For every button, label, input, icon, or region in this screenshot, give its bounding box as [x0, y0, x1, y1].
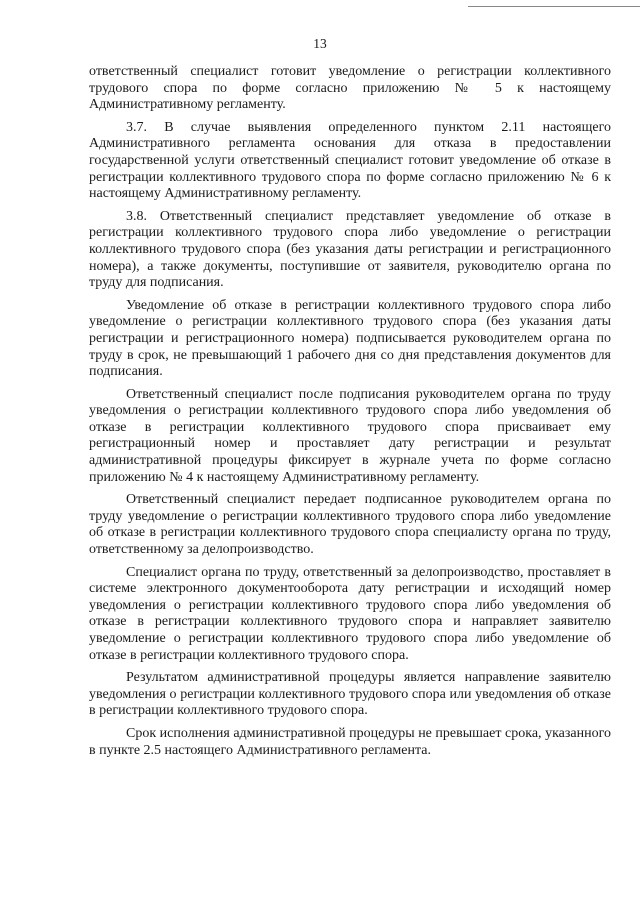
- paragraph-transfer: Ответственный специалист передает подписанное руководителем органа по труду уведомление о регистрации коллективного трудового спора либо уведомление об отказе в регистрации коллективного трудового спора специалисту органа по труду, ответственному за делопроизводство.: [89, 492, 611, 558]
- paragraph-3-7: 3.7. В случае выявления определенного пунктом 2.11 настоящего Административного регламента основания для отказа в предоставлении государственной услуги ответственный специалист готовит уведомление об отказе в регистрации коллективного трудового спора по форме согласно приложению № 6 к настоящему Административному регламенту.: [89, 119, 611, 202]
- paragraph-signing-term: Уведомление об отказе в регистрации коллективного трудового спора либо уведомление о регистрации коллективного трудового спора (без указания даты регистрации и регистрационного номера) подписывается руководителем органа по труду в срок, не превышающий 1 рабочего дня со дня представления документов для подписания.: [89, 297, 611, 380]
- paragraph-office-clerk: Специалист органа по труду, ответственный за делопроизводство, проставляет в системе электронного документооборота дату регистрации и исходящий номер уведомления о регистрации коллективного трудового спора либо уведомления об отказе в регистрации коллективного трудового спора и направляет заявителю уведомление о регистрации коллективного трудового спора либо уведомление об отказе в регистрации коллективного трудового спора.: [89, 564, 611, 663]
- paragraph-3-8: 3.8. Ответственный специалист представляет уведомление об отказе в регистрации коллективного трудового спора либо уведомление о регистрации коллективного трудового спора (без указания даты регистрации и регистрационного номера), а также документы, поступившие от заявителя, руководителю органа по труду для подписания.: [89, 208, 611, 291]
- paragraph-registration-number: Ответственный специалист после подписания руководителем органа по труду уведомления о регистрации коллективного трудового спора либо уведомления об отказе в регистрации коллективного трудового спора присваивает ему регистрационный номер и проставляет дату регистрации и результат административной процедуры фиксирует в журнале учета по форме согласно приложению № 4 к настоящему Административному регламенту.: [89, 386, 611, 485]
- document-body: [89, 64, 611, 765]
- page-number: 13: [313, 36, 327, 51]
- paragraph-result: Результатом административной процедуры является направление заявителю уведомления о регистрации коллективного трудового спора или уведомления об отказе в регистрации коллективного трудового спора.: [89, 670, 611, 719]
- paragraph-deadline: Срок исполнения административной процедуры не превышает срока, указанного в пункте 2.5 настоящего Административного регламента.: [89, 725, 611, 758]
- top-border-line: [468, 6, 640, 7]
- paragraph-continuation: ответственный специалист готовит уведомление о регистрации коллективного трудового спора по форме согласно приложению № 5 к настоящему Административному регламенту.: [89, 64, 611, 113]
